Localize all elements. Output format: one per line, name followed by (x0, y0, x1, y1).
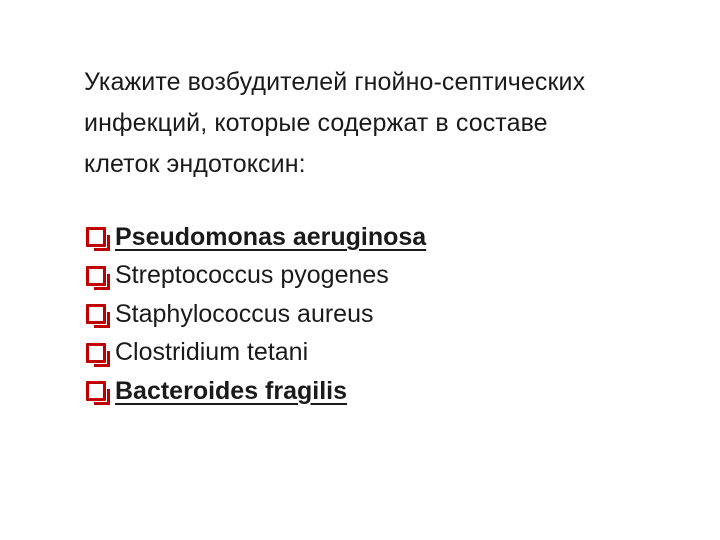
question-text: Укажите возбудителей гнойно-септических инфекций, которые содержат в составе клеток эндотоксин: (84, 68, 586, 178)
checkbox-bullet-icon (86, 381, 106, 401)
checkbox-bullet-icon (86, 304, 106, 324)
checkbox-bullet-icon (86, 343, 106, 363)
answer-option-label: Pseudomonas aeruginosa (115, 222, 427, 251)
checkbox-bullet-icon (86, 266, 106, 286)
answer-option (86, 257, 426, 296)
answer-option-label: Clostridium tetani (115, 338, 309, 367)
answer-option-label: Streptococcus pyogenes (115, 261, 389, 290)
answer-option-label: Staphylococcus aureus (115, 299, 374, 328)
answer-options-list (86, 218, 426, 411)
answer-option (86, 334, 426, 373)
answer-option (86, 218, 426, 257)
answer-option (86, 372, 426, 411)
checkbox-bullet-icon (86, 227, 106, 247)
answer-option (86, 295, 426, 334)
answer-option-label: Bacteroides fragilis (115, 376, 348, 405)
